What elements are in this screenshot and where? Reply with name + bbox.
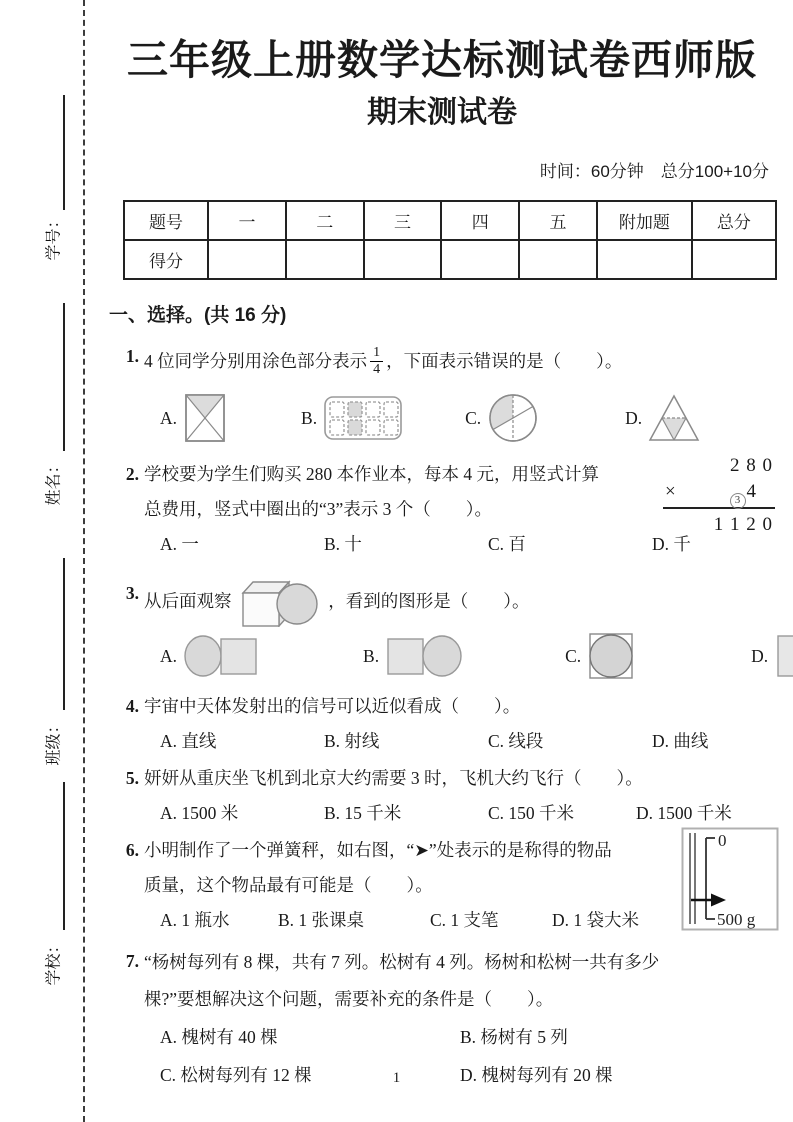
q7-option-a: A. 槐树有 40 棵 (160, 1027, 278, 1048)
q1-option-a: A. (160, 391, 227, 445)
q3-option-a: A. (160, 633, 259, 679)
score-header-cell: 二 (286, 201, 364, 240)
score-row-label: 得分 (124, 240, 208, 279)
circled-carry-digit: 3 (730, 493, 746, 509)
school-write-line (63, 782, 65, 930)
student-id-write-line (63, 95, 65, 210)
student-id-label: 学号： (45, 212, 63, 261)
score-header-cell: 三 (364, 201, 442, 240)
calc-multiplicand: 2 8 0 (730, 455, 773, 477)
question-5 (107, 761, 777, 831)
score-header-cell: 总分 (692, 201, 776, 240)
triangle-quarters-shape-icon (648, 393, 700, 443)
vertical-multiplication-figure (663, 453, 775, 538)
question-5-number: 5. (125, 768, 139, 789)
q4-option-c: C. 线段 (488, 731, 544, 752)
q3-option-d: D. (751, 633, 793, 679)
score-header-cell: 附加题 (597, 201, 692, 240)
calc-multiplier-row (663, 479, 775, 509)
q1-option-c: C. (465, 392, 539, 444)
class-write-line (63, 558, 65, 710)
q3-option-c: C. (565, 632, 635, 680)
question-4-text: 宇宙中天体发射出的信号可以近似看成（ ）。 (144, 696, 521, 717)
score-header-cell: 五 (519, 201, 597, 240)
score-blank-cell (519, 240, 597, 279)
question-6 (107, 833, 777, 938)
question-7-number: 7. (125, 951, 139, 972)
circle-in-square-shape-icon (587, 632, 635, 680)
q5-option-a: A. 1500 米 (160, 803, 239, 824)
name-write-line (63, 303, 65, 451)
name-label: 姓名： (45, 457, 63, 506)
question-1-options (144, 389, 777, 447)
score-blank-cell (692, 240, 776, 279)
q5-option-d: D. 1500 千米 (636, 803, 732, 824)
question-2 (107, 457, 777, 562)
score-blank-cell (597, 240, 692, 279)
q2-option-b: B. 十 (324, 534, 362, 555)
section-heading-choice: 一、选择。(共 16 分) (109, 305, 287, 327)
question-2-number: 2. (125, 464, 139, 485)
question-list (107, 339, 777, 1094)
seal-dashed-line (83, 0, 85, 1122)
score-blank-cell (441, 240, 519, 279)
q7-option-d: D. 槐树每列有 20 棵 (460, 1065, 613, 1086)
q6-option-b: B. 1 张课桌 (278, 910, 365, 931)
score-header-cell: 四 (441, 201, 519, 240)
question-3-number: 3. (125, 583, 139, 604)
score-header-cell: 一 (208, 201, 286, 240)
q7-option-b: B. 杨树有 5 列 (460, 1027, 568, 1048)
q4-option-a: A. 直线 (160, 731, 217, 752)
question-7-text-line1: “杨树每列有 8 棵，共有 7 列。松树有 4 列。杨树和松树一共有多少 (144, 952, 660, 973)
question-6-number: 6. (125, 840, 139, 861)
main-content (107, 28, 777, 1094)
grid-eighths-shape-icon (323, 393, 403, 443)
q2-option-c: C. 百 (488, 534, 526, 555)
question-6-text-line1: 小明制作了一个弹簧秤，如右图，“➤”处表示的是称得的物品 (144, 840, 612, 861)
question-1-number: 1. (125, 346, 139, 367)
fraction-one-fourth: $\frac{1}{4}$ (370, 345, 383, 378)
question-2-text-line1: 学校要为学生们购买 280 本作业本，每本 4 元，用竖式计算 (144, 464, 599, 485)
question-1 (107, 339, 777, 447)
square-diagonals-shape-icon (183, 391, 227, 445)
square-shape-icon (774, 633, 793, 679)
school-label: 学校： (45, 937, 63, 986)
question-1-text: 4 位同学分别用涂色部分表示 $\frac{1}{4}$ ，下面表示错误的是（ ）。 (144, 344, 623, 377)
scale-zero-label: 0 (718, 831, 727, 851)
question-2-text-line2: 总费用，竖式中圈出的“3”表示 3 个（ ）。 (144, 499, 493, 520)
q5-option-c: C. 150 千米 (488, 803, 575, 824)
q4-option-d: D. 曲线 (652, 731, 709, 752)
calc-multiplier: 4 (746, 481, 756, 503)
class-label: 班级： (45, 717, 63, 766)
spring-scale-figure (681, 827, 779, 943)
q1-option-b: B. (301, 393, 403, 443)
question-3-text: 从后面观察 ，看到的图形是（ ）。 (144, 576, 777, 627)
score-blank-cell (208, 240, 286, 279)
score-header-cell: 题号 (124, 201, 208, 240)
q2-option-d: D. 千 (652, 534, 691, 555)
q6-option-c: C. 1 支笔 (430, 910, 499, 931)
circle-sectors-shape-icon (487, 392, 539, 444)
q6-option-d: D. 1 袋大米 (552, 910, 640, 931)
q6-option-a: A. 1 瓶水 (160, 910, 230, 931)
time-score-info: 时间：60分钟 总分100+10分 (539, 162, 769, 182)
question-5-text: 妍妍从重庆坐飞机到北京大约需要 3 时，飞机大约飞行（ ）。 (144, 768, 643, 789)
score-table (123, 200, 777, 280)
paper-subtitle: 期末测试卷 (367, 96, 517, 130)
calc-product: 1 1 2 0 (713, 514, 773, 536)
question-3-options (144, 631, 777, 681)
q5-option-b: B. 15 千米 (324, 803, 402, 824)
q3-option-b: B. (363, 633, 463, 679)
q2-option-a: A. 一 (160, 534, 199, 555)
score-table-score-row (124, 240, 776, 279)
multiply-sign: × (665, 481, 676, 503)
q1-option-d: D. (625, 393, 700, 443)
score-table-header-row (124, 201, 776, 240)
scale-500g-label: 500 g (717, 910, 756, 930)
square-circle-shape-icon (385, 633, 463, 679)
score-blank-cell (364, 240, 442, 279)
q4-option-b: B. 射线 (324, 731, 380, 752)
question-4-options (144, 724, 777, 759)
cube-and-sphere-figure (238, 579, 322, 627)
paper-title: 三年级上册数学达标测试卷西师版 (127, 37, 757, 83)
question-4-number: 4. (125, 696, 139, 717)
question-7-text-line2: 棵?”要想解决这个问题，需要补充的条件是（ ）。 (144, 989, 554, 1010)
page-number: 1 (392, 1070, 401, 1086)
q7-option-c: C. 松树每列有 12 棵 (160, 1065, 312, 1086)
question-6-text-line2: 质量，这个物品最有可能是（ ）。 (144, 875, 433, 896)
circle-square-shape-icon (183, 633, 259, 679)
question-5-options (144, 796, 777, 831)
question-4 (107, 689, 777, 759)
score-blank-cell (286, 240, 364, 279)
question-3 (107, 576, 777, 681)
